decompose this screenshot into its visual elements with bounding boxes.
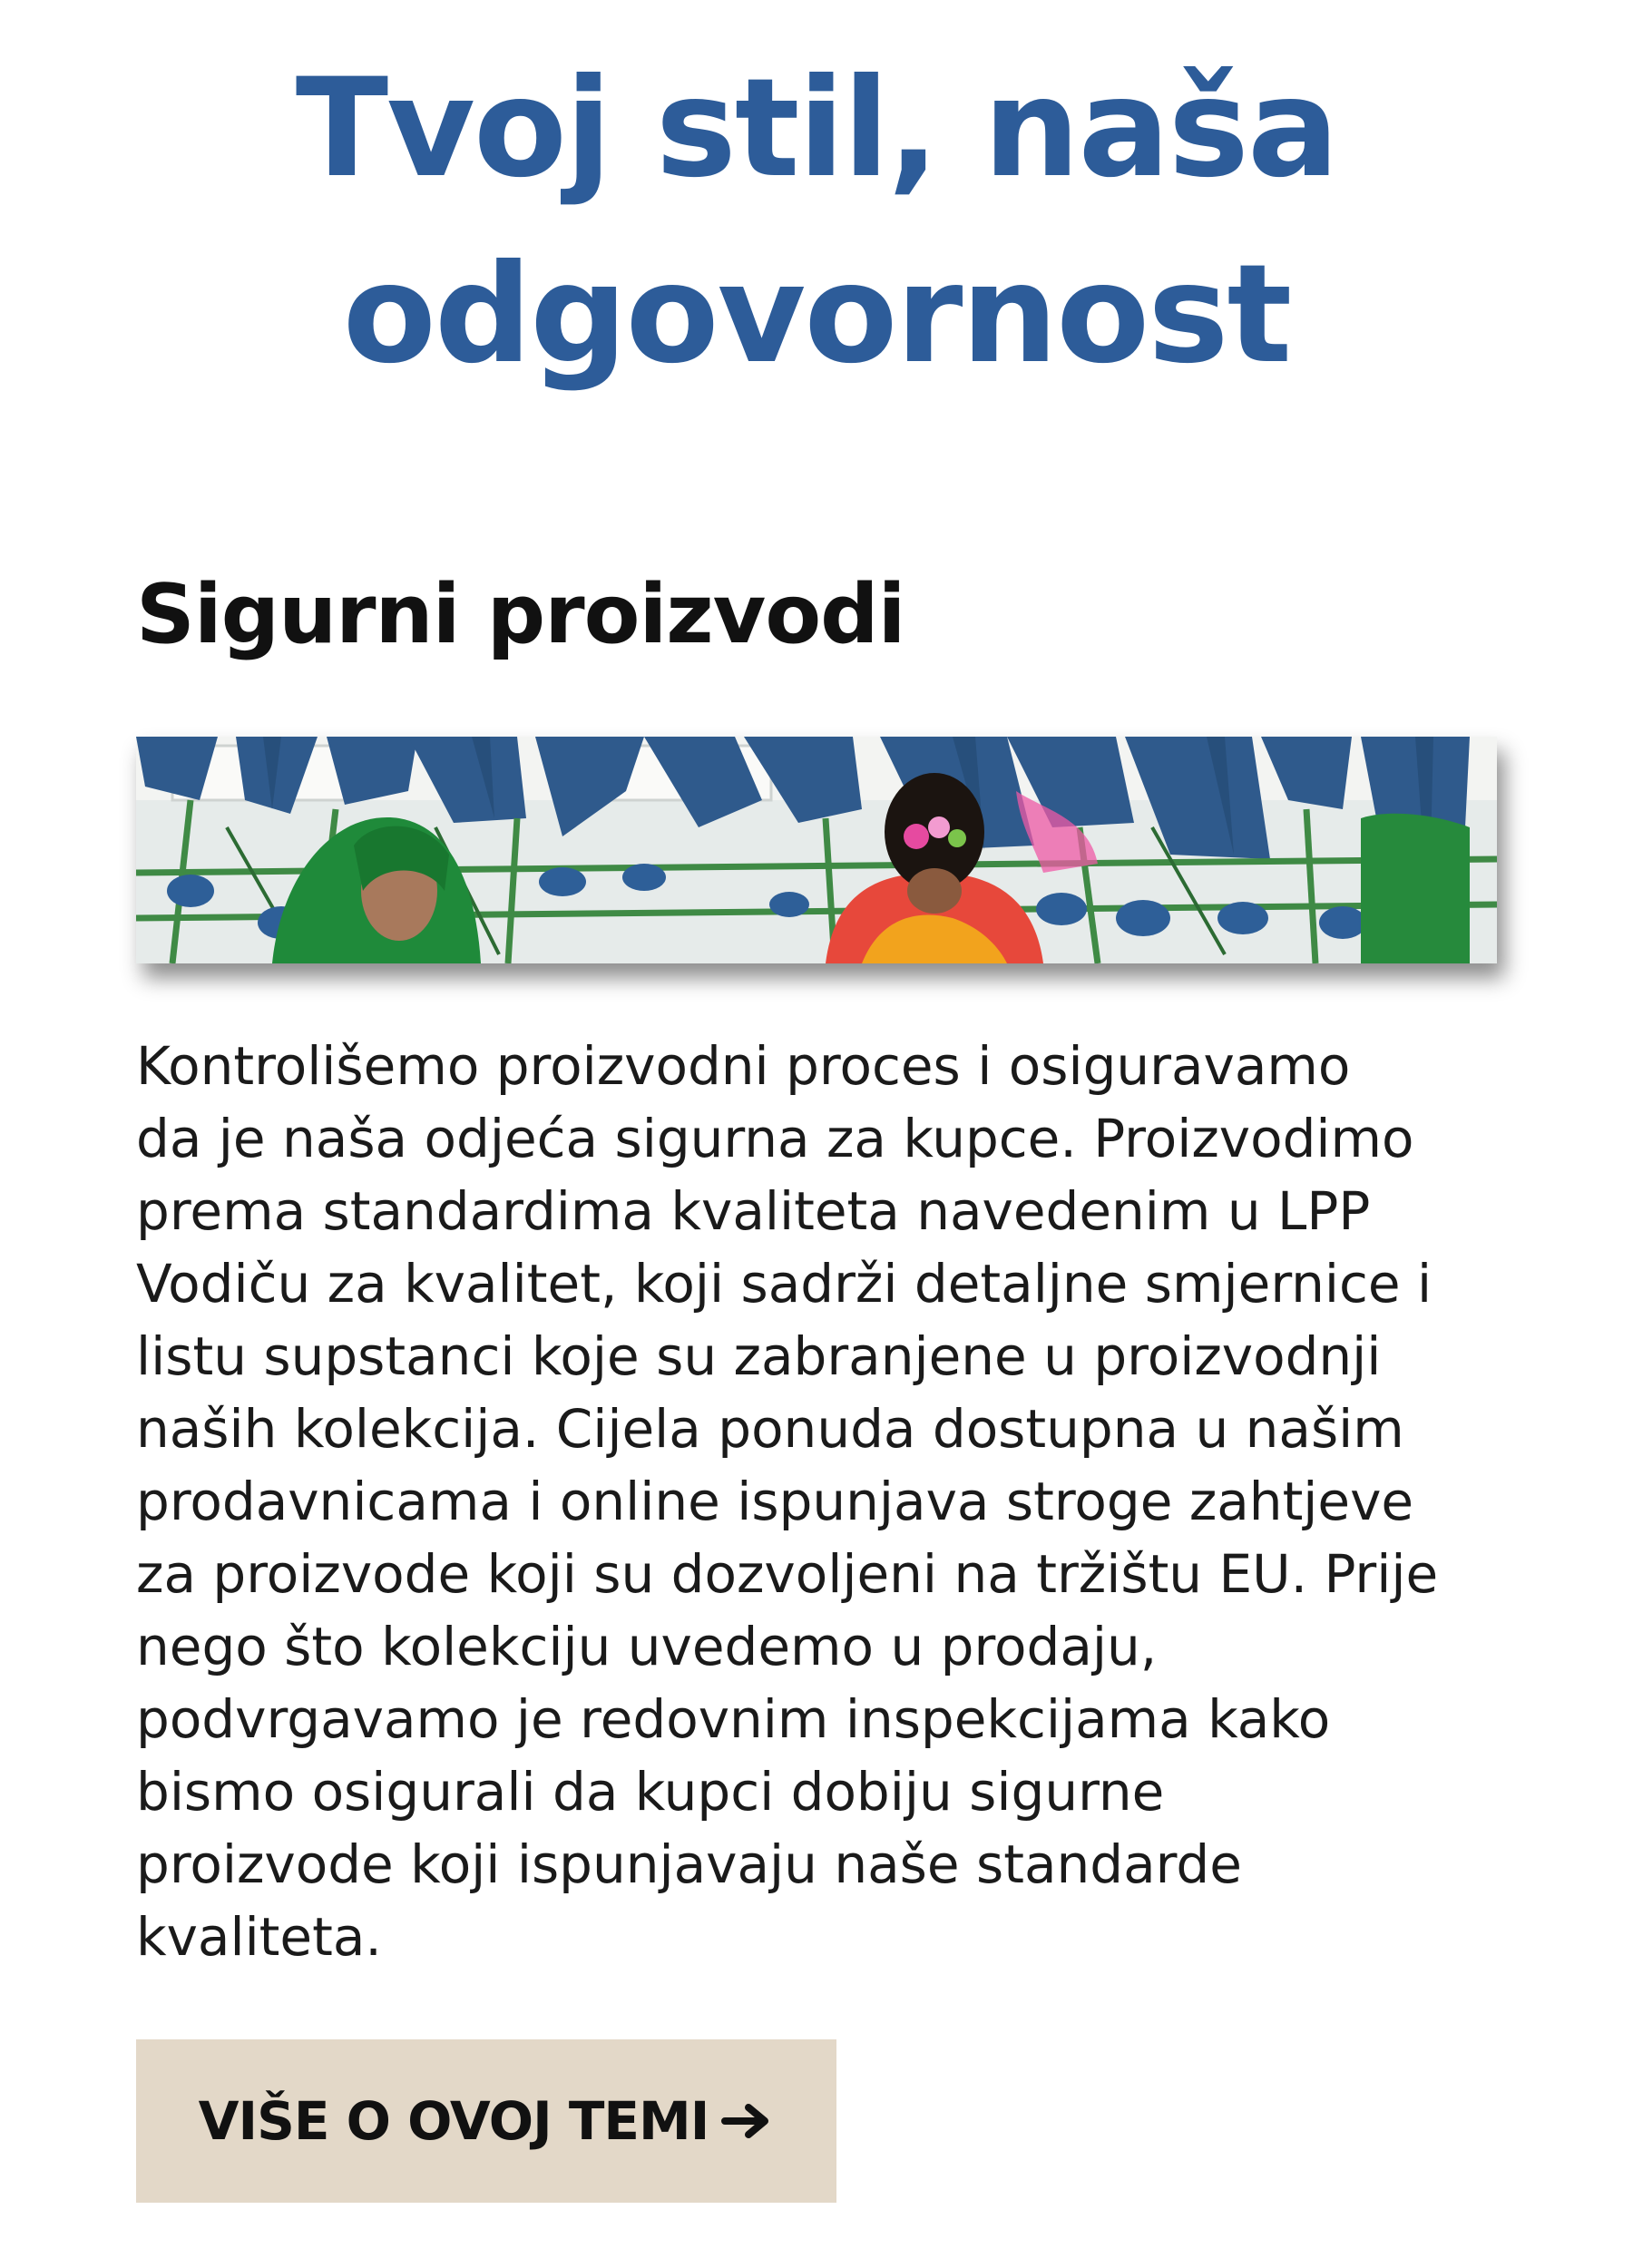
body-line: Vodiču za kvalitet, koji sadrži detaljne smjernice i: [136, 1253, 1433, 1315]
body-line: proizvode koji ispunjavaju naše standarde: [136, 1833, 1242, 1895]
body-line: listu supstanci koje su zabranjene u proizvodnji: [136, 1325, 1382, 1387]
body-line: prodavnicama i online ispunjava stroge zahtjeve: [136, 1471, 1414, 1532]
body-line: nego što kolekciju uvedemo u prodaju,: [136, 1616, 1158, 1677]
body-line: za proizvode koji su dozvoljeni na tržištu EU. Prije: [136, 1543, 1439, 1605]
body-line: naših kolekcija. Cijela ponuda dostupna u našim: [136, 1398, 1404, 1460]
section-body-text: [136, 1030, 1515, 1973]
arrow-right-icon: [721, 2103, 774, 2139]
page-title-line-2: odgovornost: [342, 236, 1291, 394]
body-line: Kontrolišemo proizvodni proces i osiguravamo: [136, 1035, 1351, 1097]
page-title: [136, 36, 1497, 408]
factory-banner-image: [136, 737, 1497, 963]
more-on-topic-button-label: VIŠE O OVOJ TEMI: [198, 2090, 709, 2152]
page-title-line-1: Tvoj stil, naša: [295, 50, 1338, 208]
factory-illustration: [136, 737, 1497, 963]
more-on-topic-button[interactable]: [136, 2039, 836, 2203]
worker-right-figure: [1361, 814, 1470, 963]
body-line: bismo osigurali da kupci dobiju sigurne: [136, 1761, 1165, 1823]
body-line: prema standardima kvaliteta navedenim u LPP: [136, 1180, 1371, 1242]
section-title: Sigurni proizvodi: [136, 567, 905, 662]
body-line: kvaliteta.: [136, 1906, 382, 1968]
body-line: da je naša odjeća sigurna za kupce. Proizvodimo: [136, 1108, 1414, 1169]
body-line: podvrgavamo je redovnim inspekcijama kako: [136, 1688, 1331, 1750]
